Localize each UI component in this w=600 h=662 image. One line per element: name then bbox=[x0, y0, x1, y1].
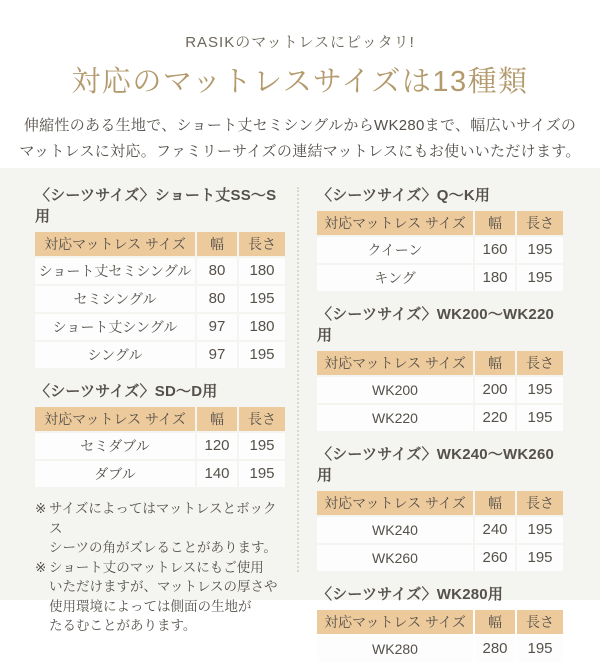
col-header-width: 幅 bbox=[475, 491, 515, 515]
col-header-length: 長さ bbox=[239, 407, 285, 431]
col-header-length: 長さ bbox=[517, 610, 563, 634]
cell-width-value: 80 bbox=[197, 258, 237, 284]
table-title: 〈シーツサイズ〉SD〜D用 bbox=[35, 383, 218, 400]
col-header-size: 対応マットレス サイズ bbox=[35, 407, 195, 431]
cell-mattress-name: クイーン bbox=[317, 237, 473, 263]
table-header-row bbox=[317, 351, 563, 375]
col-header-length: 長さ bbox=[517, 351, 563, 375]
note-marker: ※ bbox=[35, 501, 47, 516]
table-q-k bbox=[317, 184, 563, 291]
column-divider bbox=[297, 187, 299, 572]
cell-mattress-name: ダブル bbox=[35, 461, 195, 487]
cell-width-value: 140 bbox=[197, 461, 237, 487]
cell-mattress-name: キング bbox=[317, 265, 473, 291]
table-title: 〈シーツサイズ〉WK200〜WK220用 bbox=[317, 306, 555, 344]
page-title: 対応のマットレスサイズは13種類 bbox=[71, 66, 529, 98]
right-column bbox=[317, 184, 563, 657]
table-title: 〈シーツサイズ〉WK280用 bbox=[317, 586, 504, 603]
table-title: 〈シーツサイズ〉ショート丈SS〜S用 bbox=[35, 187, 277, 225]
cell-mattress-name: セミシングル bbox=[35, 286, 195, 312]
table-row bbox=[317, 405, 563, 431]
table-header-row bbox=[317, 211, 563, 235]
cell-mattress-name: ショート丈セミシングル bbox=[35, 258, 195, 284]
cell-mattress-name: WK200 bbox=[317, 377, 473, 403]
col-header-width: 幅 bbox=[197, 232, 237, 256]
col-header-length: 長さ bbox=[517, 211, 563, 235]
hero-section bbox=[0, 0, 600, 168]
description-line-1: 伸縮性のある生地で、ショート丈セミシングルからWK280まで、幅広いサイズの bbox=[23, 117, 577, 134]
cell-length-value: 195 bbox=[517, 636, 563, 662]
table-row bbox=[317, 517, 563, 543]
description-line-2: マットレスに対応。ファミリーサイズの連結マットレスにもお使いいただけます。 bbox=[19, 143, 581, 161]
description bbox=[0, 113, 600, 166]
col-header-width: 幅 bbox=[475, 211, 515, 235]
cell-width-value: 220 bbox=[475, 405, 515, 431]
cell-length-value: 180 bbox=[239, 258, 285, 284]
cell-width-value: 120 bbox=[197, 433, 237, 459]
col-header-width: 幅 bbox=[475, 351, 515, 375]
col-header-size: 対応マットレス サイズ bbox=[317, 211, 473, 235]
table-row bbox=[317, 545, 563, 571]
table-row bbox=[317, 636, 563, 662]
cell-mattress-name: WK220 bbox=[317, 405, 473, 431]
cell-length-value: 180 bbox=[239, 314, 285, 340]
col-header-length: 長さ bbox=[517, 491, 563, 515]
cell-length-value: 195 bbox=[517, 265, 563, 291]
cell-length-value: 195 bbox=[239, 342, 285, 368]
note-line: たるむことがあります。 bbox=[49, 618, 197, 633]
table-row bbox=[35, 258, 285, 284]
cell-width-value: 97 bbox=[197, 342, 237, 368]
table-row bbox=[35, 461, 285, 487]
size-tables-section bbox=[0, 168, 600, 657]
table-row bbox=[317, 377, 563, 403]
cell-width-value: 260 bbox=[475, 545, 515, 571]
col-header-length: 長さ bbox=[239, 232, 285, 256]
table-wk280 bbox=[317, 583, 563, 662]
cell-width-value: 200 bbox=[475, 377, 515, 403]
cell-mattress-name: WK280 bbox=[317, 636, 473, 662]
table-sd-d bbox=[35, 380, 285, 487]
table-row bbox=[317, 237, 563, 263]
cell-width-value: 280 bbox=[475, 636, 515, 662]
note-line: シーツの角がズレることがあります。 bbox=[49, 540, 277, 555]
cell-length-value: 195 bbox=[517, 517, 563, 543]
col-header-size: 対応マットレス サイズ bbox=[317, 351, 473, 375]
cell-width-value: 180 bbox=[475, 265, 515, 291]
cell-length-value: 195 bbox=[517, 237, 563, 263]
table-wk200-220 bbox=[317, 303, 563, 431]
table-header-row bbox=[35, 232, 285, 256]
note-line: いただけますが、マットレスの厚さや bbox=[49, 579, 278, 594]
table-short-ss-s bbox=[35, 184, 285, 368]
tagline-text: RASIKのマットレスにピッタリ! bbox=[185, 34, 415, 51]
cell-mattress-name: セミダブル bbox=[35, 433, 195, 459]
table-title: 〈シーツサイズ〉Q〜K用 bbox=[317, 187, 491, 204]
table-wk240-260 bbox=[317, 443, 563, 571]
note-body bbox=[49, 558, 285, 636]
col-header-size: 対応マットレス サイズ bbox=[317, 491, 473, 515]
cell-mattress-name: WK260 bbox=[317, 545, 473, 571]
note-line: ショート丈のマットレスにもご使用 bbox=[49, 559, 264, 575]
note-marker: ※ bbox=[35, 559, 47, 575]
note-item bbox=[35, 499, 285, 558]
note-line: サイズによってはマットレスとボックス bbox=[49, 501, 277, 536]
left-column bbox=[35, 184, 285, 633]
table-row bbox=[35, 286, 285, 312]
col-header-size: 対応マットレス サイズ bbox=[317, 610, 473, 634]
col-header-width: 幅 bbox=[197, 407, 237, 431]
table-header-row bbox=[317, 491, 563, 515]
cell-length-value: 195 bbox=[239, 461, 285, 487]
cell-length-value: 195 bbox=[239, 433, 285, 459]
table-row bbox=[35, 433, 285, 459]
table-header-row bbox=[317, 610, 563, 634]
col-header-size: 対応マットレス サイズ bbox=[35, 232, 195, 256]
table-title: 〈シーツサイズ〉WK240〜WK260用 bbox=[317, 446, 555, 484]
col-header-width: 幅 bbox=[475, 610, 515, 634]
cell-mattress-name: ショート丈シングル bbox=[35, 314, 195, 340]
cell-mattress-name: シングル bbox=[35, 342, 195, 368]
table-row bbox=[317, 265, 563, 291]
note-line: 使用環境によっては側面の生地が bbox=[49, 598, 252, 614]
note-item bbox=[35, 558, 285, 636]
table-row bbox=[35, 314, 285, 340]
cell-width-value: 97 bbox=[197, 314, 237, 340]
note-body bbox=[49, 499, 285, 558]
cell-width-value: 80 bbox=[197, 286, 237, 312]
table-header-row bbox=[35, 407, 285, 431]
cell-width-value: 240 bbox=[475, 517, 515, 543]
table-row bbox=[35, 342, 285, 368]
cell-length-value: 195 bbox=[239, 286, 285, 312]
cell-length-value: 195 bbox=[517, 545, 563, 571]
cell-length-value: 195 bbox=[517, 405, 563, 431]
cell-width-value: 160 bbox=[475, 237, 515, 263]
cell-length-value: 195 bbox=[517, 377, 563, 403]
cell-mattress-name: WK240 bbox=[317, 517, 473, 543]
notes bbox=[35, 499, 285, 636]
